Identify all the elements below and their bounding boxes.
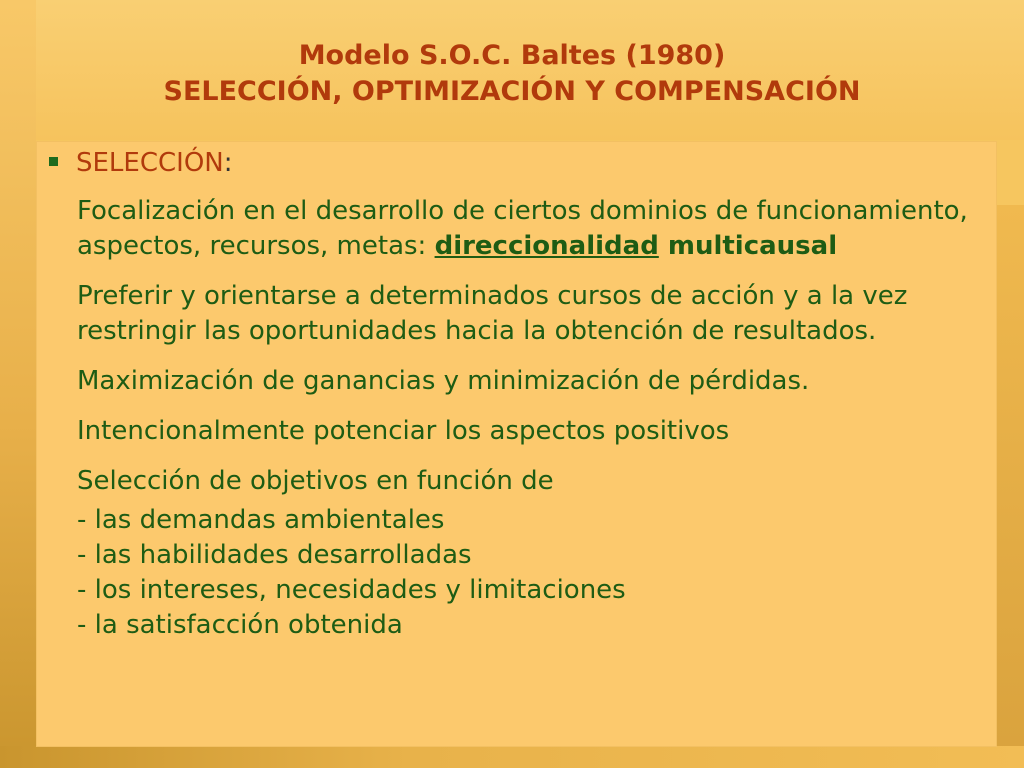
paragraph-1-text: Focalización en el desarrollo de ciertos dominios de funcionamiento, aspectos, recursos, metas: <box>77 196 968 261</box>
heading-colon: : <box>223 148 233 178</box>
paragraph-focalizacion <box>77 194 982 264</box>
section-heading: SELECCIÓN <box>76 148 224 178</box>
background-bottom-strip <box>0 746 1024 768</box>
square-bullet-icon <box>49 157 58 166</box>
bullet-heading-line <box>49 146 233 180</box>
background-left-strip <box>0 0 36 768</box>
list-item: - las habilidades desarrolladas <box>77 540 472 570</box>
title-line-1: Modelo S.O.C. Baltes (1980) <box>298 40 726 71</box>
paragraph-maximizacion: Maximización de ganancias y minimización de pérdidas. <box>77 366 810 396</box>
keyword-direccionalidad: direccionalidad <box>434 231 659 261</box>
content-panel <box>37 142 996 746</box>
title-line-2: SELECCIÓN, OPTIMIZACIÓN Y COMPENSACIÓN <box>163 76 861 107</box>
list-item: - los intereses, necesidades y limitaciones <box>77 575 626 605</box>
list-item: - las demandas ambientales <box>77 505 445 535</box>
objectives-list <box>77 503 982 643</box>
paragraph-seleccion-objetivos: Selección de objetivos en función de <box>77 466 554 496</box>
paragraph-intencionalmente: Intencionalmente potenciar los aspectos positivos <box>77 416 730 446</box>
body-text <box>77 194 982 643</box>
keyword-multicausal: multicausal <box>658 231 838 261</box>
paragraph-preferir: Preferir y orientarse a determinados cursos de acción y a la vez restringir las oportunidades hacia la obtención de resultados. <box>77 281 908 346</box>
slide-title <box>0 38 1024 110</box>
list-item: - la satisfacción obtenida <box>77 610 403 640</box>
background-right-strip <box>996 205 1024 768</box>
